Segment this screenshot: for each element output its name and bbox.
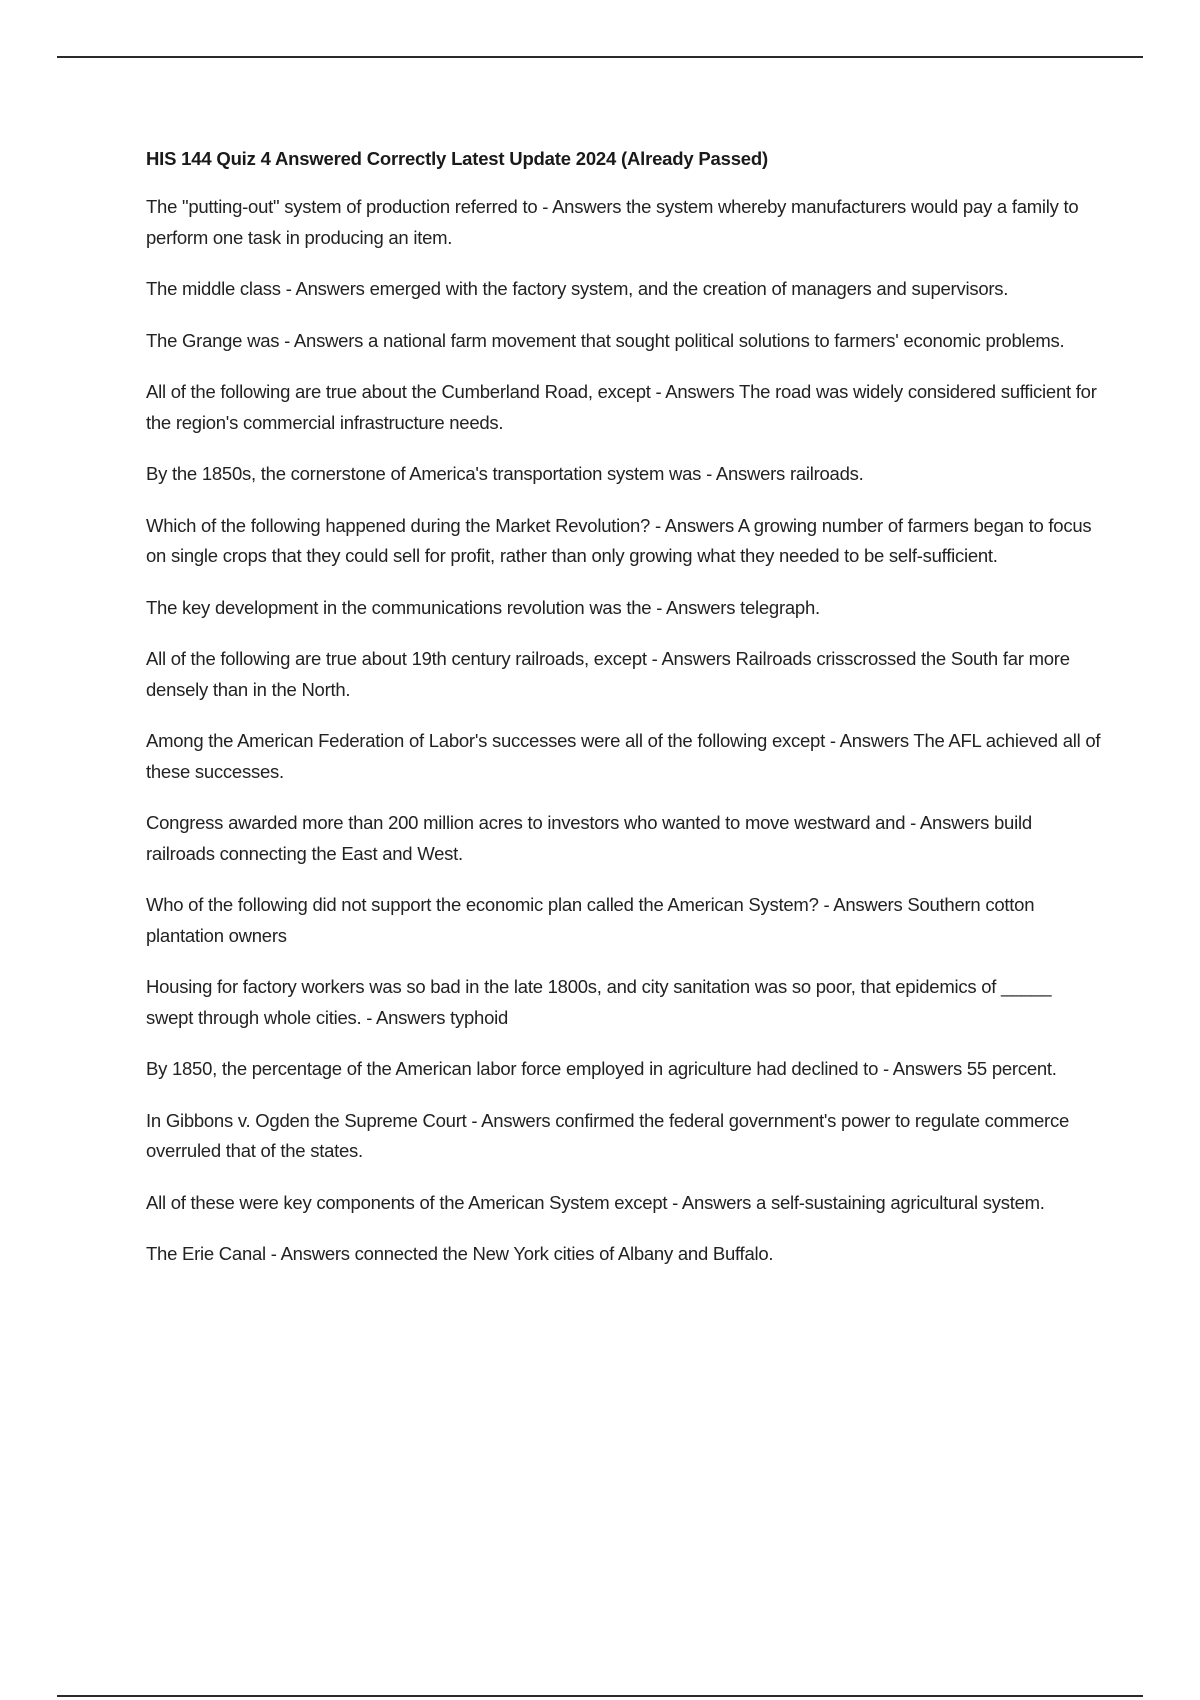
answer-text: the system whereby manufacturers would pay a family to perform one task in producing an item. bbox=[146, 196, 1079, 248]
question-text: The Erie Canal bbox=[146, 1243, 266, 1264]
question-text: Who of the following did not support the economic plan called the American System? bbox=[146, 894, 819, 915]
answer-separator: - Answers bbox=[667, 1191, 757, 1213]
question-text: All of the following are true about 19th century railroads, except bbox=[146, 648, 647, 669]
qa-item bbox=[146, 1054, 1101, 1085]
answer-separator: - Answers bbox=[466, 1109, 556, 1131]
answer-separator: - Answers bbox=[878, 1058, 967, 1079]
question-text: Among the American Federation of Labor's successes were all of the following except bbox=[146, 730, 825, 751]
qa-item bbox=[146, 726, 1101, 787]
answer-separator: - Answers bbox=[824, 730, 914, 751]
question-text: By 1850, the percentage of the American labor force employed in agriculture had declined to bbox=[146, 1058, 879, 1079]
answer-separator: - Answers bbox=[280, 278, 370, 299]
question-text: The "putting-out" system of production referred to bbox=[146, 196, 538, 217]
qa-item bbox=[146, 459, 1101, 490]
answer-separator: - Answers bbox=[537, 196, 627, 217]
answer-text: connected the New York cities of Albany and Buffalo. bbox=[354, 1243, 774, 1264]
answer-text: a self-sustaining agricultural system. bbox=[756, 1191, 1045, 1213]
answer-separator: - Answers bbox=[818, 894, 908, 915]
answer-separator: - Answers bbox=[279, 329, 369, 351]
qa-item bbox=[146, 274, 1101, 305]
question-text: All of the following are true about the Cumberland Road, except bbox=[146, 381, 651, 402]
header-rule bbox=[57, 56, 1143, 58]
answer-separator: - Answers bbox=[650, 381, 740, 402]
answer-text: A growing number of farmers began to focus on single crops that they could sell for profit, rather than only growing what they needed to be self-sufficient. bbox=[146, 514, 1092, 566]
qa-list bbox=[146, 192, 1101, 1270]
qa-item bbox=[146, 972, 1101, 1033]
answer-text: telegraph. bbox=[740, 596, 820, 618]
qa-item bbox=[146, 192, 1101, 253]
document-body bbox=[146, 144, 1101, 1291]
qa-item bbox=[146, 1106, 1101, 1167]
answer-text: 55 percent. bbox=[966, 1058, 1057, 1079]
question-text: By the 1850s, the cornerstone of America's transportation system was bbox=[146, 463, 702, 484]
question-text: Housing for factory workers was so bad in the late 1800s, and city sanitation was so poor, that epidemics of _____ swept through whole cities. bbox=[146, 976, 1052, 1028]
answer-text: The road was widely considered sufficient for the region's commercial infrastructure needs. bbox=[146, 381, 1097, 433]
answer-text: confirmed the federal government's power to regulate commerce overruled that of the states. bbox=[146, 1109, 1069, 1161]
question-text: Congress awarded more than 200 million acres to investors who wanted to move westward and bbox=[146, 812, 906, 833]
answer-text: Southern cotton plantation owners bbox=[146, 894, 1035, 946]
qa-item bbox=[146, 593, 1101, 624]
qa-item bbox=[146, 1239, 1101, 1270]
footer-rule bbox=[57, 1695, 1143, 1697]
answer-text: a national farm movement that sought political solutions to farmers' economic problems. bbox=[368, 329, 1065, 351]
qa-item bbox=[146, 890, 1101, 951]
question-text: The key development in the communications revolution was the bbox=[146, 596, 652, 618]
answer-separator: - Answers bbox=[646, 648, 736, 669]
answer-text: railroads. bbox=[789, 463, 864, 484]
qa-item bbox=[146, 644, 1101, 705]
answer-text: The AFL achieved all of these successes. bbox=[146, 730, 1101, 782]
document-title: HIS 144 Quiz 4 Answered Correctly Latest Update 2024 (Already Passed) bbox=[146, 148, 768, 169]
qa-item bbox=[146, 377, 1101, 438]
answer-separator: - Answers bbox=[651, 596, 741, 618]
answer-text: emerged with the factory system, and the creation of managers and supervisors. bbox=[369, 278, 1009, 299]
question-text: The Grange was bbox=[146, 329, 280, 351]
question-text: All of these were key components of the American System except bbox=[146, 1191, 668, 1213]
question-text: Which of the following happened during the Market Revolution? bbox=[146, 514, 651, 536]
answer-text: typhoid bbox=[450, 1006, 509, 1028]
qa-item bbox=[146, 511, 1101, 572]
qa-item bbox=[146, 326, 1101, 357]
answer-separator: - Answers bbox=[361, 1006, 451, 1028]
question-text: In Gibbons v. Ogden the Supreme Court bbox=[146, 1109, 467, 1131]
answer-text: build railroads connecting the East and West. bbox=[146, 812, 1032, 864]
qa-item bbox=[146, 808, 1101, 869]
answer-separator: - Answers bbox=[265, 1243, 355, 1264]
answer-separator: - Answers bbox=[701, 463, 790, 484]
qa-item bbox=[146, 1188, 1101, 1219]
answer-separator: - Answers bbox=[905, 812, 995, 833]
answer-text: Railroads crisscrossed the South far more densely than in the North. bbox=[146, 648, 1070, 700]
answer-separator: - Answers bbox=[650, 514, 738, 536]
question-text: The middle class bbox=[146, 278, 281, 299]
